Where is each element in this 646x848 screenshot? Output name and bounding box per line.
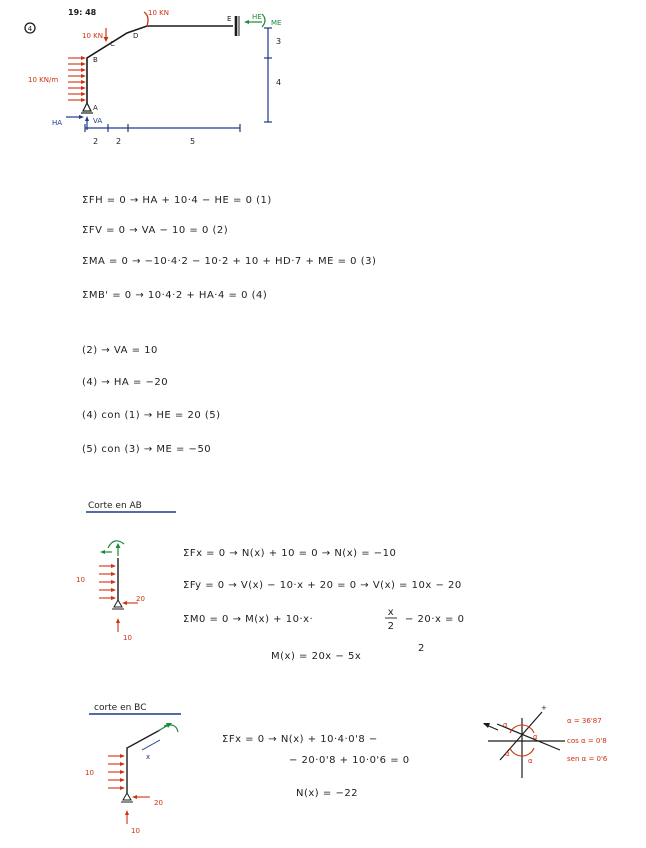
angle-mark-2: α — [533, 733, 538, 741]
angle-sign: + — [541, 704, 547, 712]
node-a-label: A — [93, 104, 98, 112]
section-ab-frac-den: 2 — [387, 621, 395, 632]
section-ab-eq-mx-exp: 2 — [418, 643, 425, 654]
section-ab-equations — [183, 548, 464, 662]
frame-members — [87, 26, 233, 103]
angle-values — [567, 717, 608, 763]
section-ab-sketch — [76, 541, 145, 642]
node-d-label: D — [133, 32, 139, 40]
section-ab-eq-fx: ΣFx = 0 → N(x) + 10 = 0 → N(x) = −10 — [183, 548, 397, 559]
node-c-label: C — [110, 40, 115, 48]
section-bc-equations — [222, 734, 410, 799]
dist-load-label: 10 KN/m — [28, 76, 59, 84]
section-bc-load-label: 10 — [85, 769, 94, 777]
cos-value: cos α = 0'8 — [567, 737, 607, 745]
section-bc-eq-nx: N(x) = −22 — [296, 788, 359, 799]
time-marker: 19: 48 — [68, 8, 97, 17]
pin-support-a — [81, 103, 93, 113]
result-va: (2) → VA = 10 — [82, 345, 158, 356]
problem-number — [25, 23, 35, 33]
section-bc-eq-fx: ΣFx = 0 → N(x) + 10·4·0'8 − — [222, 734, 378, 745]
dim-right-2: 4 — [276, 78, 282, 87]
node-e-label: E — [227, 15, 232, 23]
dim-bottom-2: 2 — [116, 137, 122, 146]
dim-right-1: 3 — [276, 37, 282, 46]
problem-number-text: 4 — [27, 25, 33, 33]
section-bc-x-label: x — [146, 753, 151, 761]
section-bc-v-label: 10 — [131, 827, 140, 835]
dim-bottom-3: 5 — [190, 137, 196, 146]
section-ab-title: Corte en AB — [88, 501, 142, 511]
equation-sum-fh: ΣFH = 0 → HA + 10·4 − HE = 0 (1) — [82, 195, 272, 206]
results-list — [82, 345, 221, 455]
section-bc-sketch — [85, 723, 178, 835]
angle-mark-4: α — [528, 757, 533, 765]
section-bc-eq-fx-cont: − 20·0'8 + 10·0'6 = 0 — [289, 755, 410, 766]
top-load-label: 10 KN — [148, 9, 169, 17]
section-bc-title: corte en BC — [94, 703, 147, 713]
reaction-he-label: HE — [252, 13, 262, 21]
equation-sum-mb: ΣMB' = 0 → 10·4·2 + HA·4 = 0 (4) — [82, 290, 268, 301]
reaction-va-label: VA — [93, 117, 103, 125]
node-b-label: B — [93, 56, 98, 64]
section-bc-h-label: 20 — [154, 799, 163, 807]
equilibrium-equations — [82, 195, 376, 301]
frame-diagram — [87, 26, 233, 103]
section-ab-v-label: 10 — [123, 634, 132, 642]
section-ab-eq-m: ΣM0 = 0 → M(x) + 10·x· — [183, 614, 314, 625]
top-load-arrow — [144, 9, 169, 26]
angle-decomposition-sketch — [483, 704, 565, 778]
mid-load-arrow — [82, 28, 109, 42]
mid-load-label: 10 KN — [82, 32, 103, 40]
result-me: (5) con (3) → ME = −50 — [82, 444, 212, 455]
section-ab-eq-fy: ΣFy = 0 → V(x) − 10·x + 20 = 0 → V(x) = 10x − 20 — [183, 580, 462, 591]
equation-sum-fv: ΣFV = 0 → VA − 10 = 0 (2) — [82, 225, 229, 236]
section-ab-eq-m-tail: − 20·x = 0 — [405, 614, 465, 625]
section-ab-load-label: 10 — [76, 576, 85, 584]
result-he: (4) con (1) → HE = 20 (5) — [82, 410, 221, 421]
section-ab-frac-num: x — [387, 607, 395, 618]
angle-mark-1: α — [503, 721, 508, 729]
equation-sum-ma: ΣMA = 0 → −10·4·2 − 10·2 + 10 + HD·7 + ME = 0 (3) — [82, 256, 377, 267]
section-ab-eq-mx: M(x) = 20x − 5x — [271, 651, 362, 662]
sin-value: sen α = 0'6 — [567, 755, 608, 763]
reaction-ha-label: HA — [52, 119, 63, 127]
section-ab-h-label: 20 — [136, 595, 145, 603]
fixed-support-e — [236, 16, 239, 36]
result-ha: (4) → HA = −20 — [82, 377, 169, 388]
angle-mark-3: α — [505, 750, 510, 758]
dim-bottom-1: 2 — [93, 137, 99, 146]
angle-value: α = 36'87 — [567, 717, 602, 725]
reaction-me-label: ME — [271, 19, 282, 27]
